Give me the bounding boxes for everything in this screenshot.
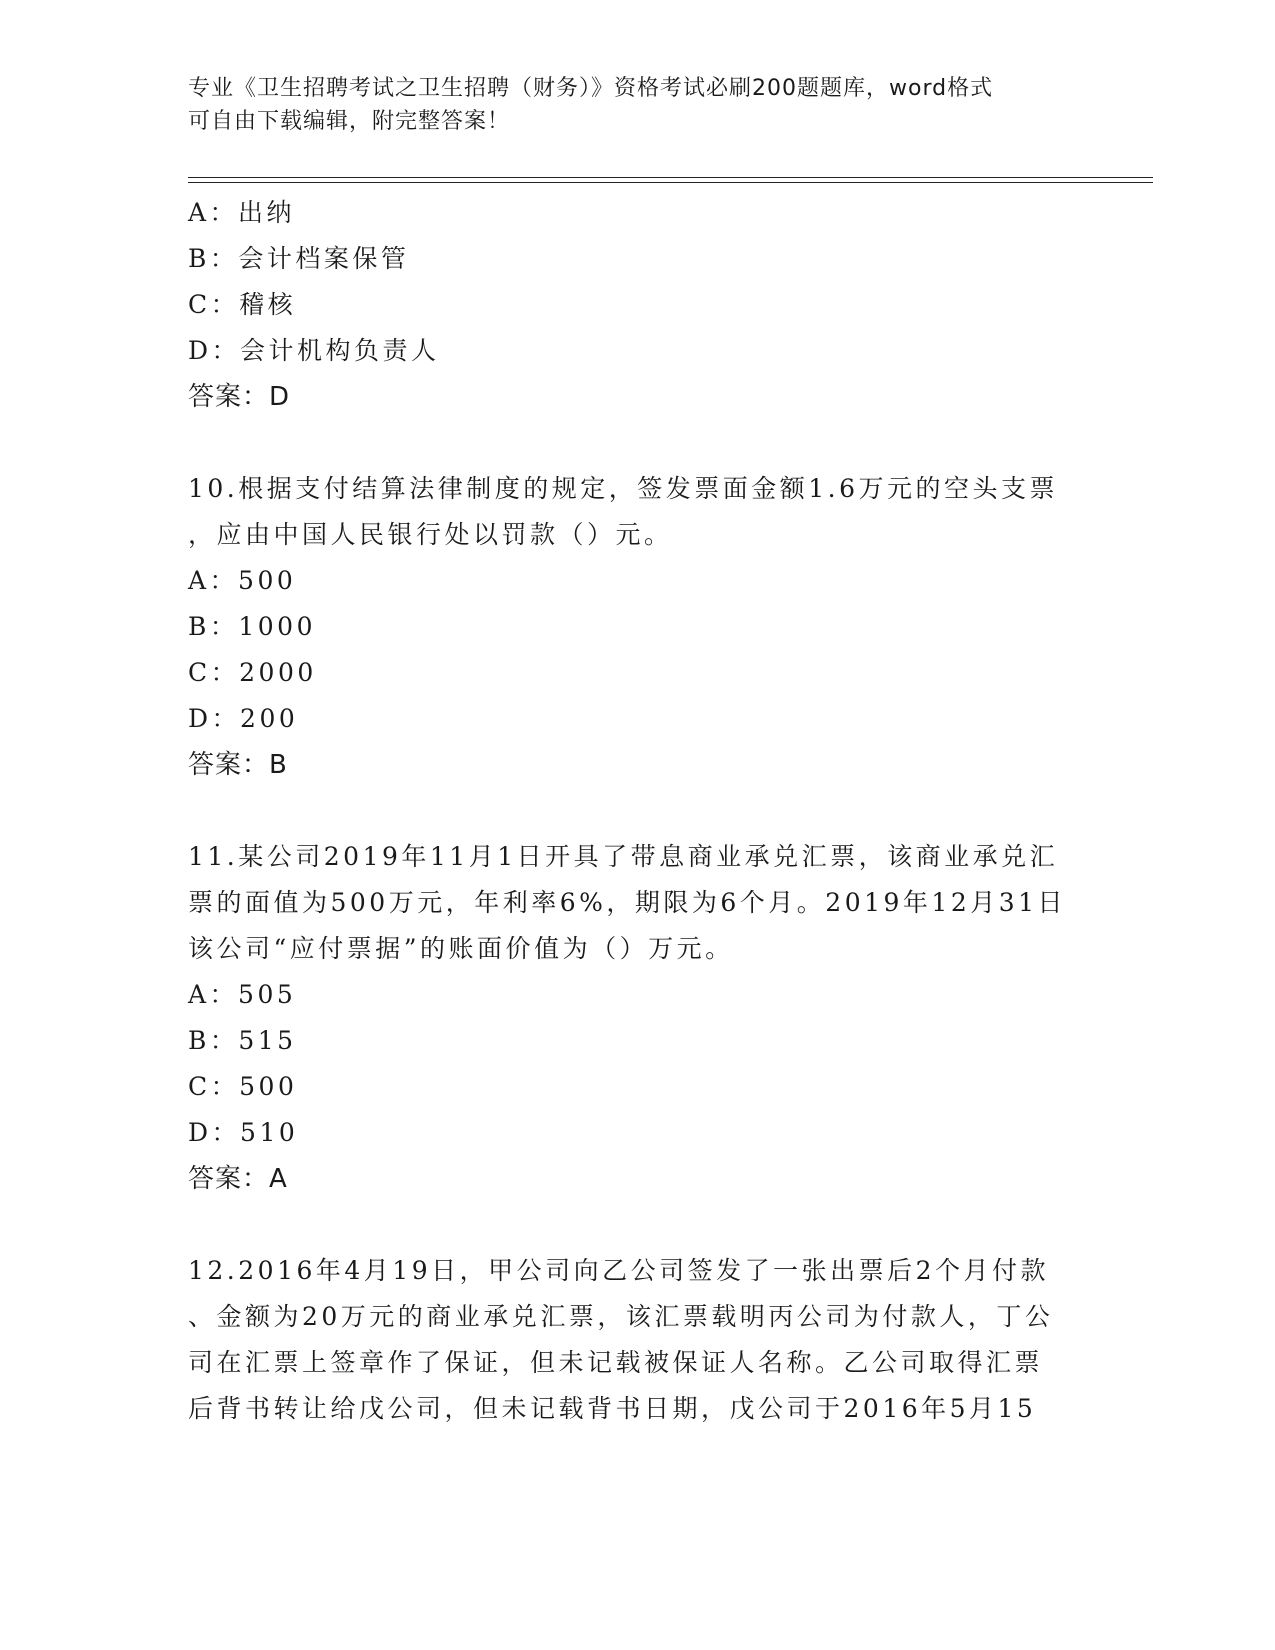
- answer-line: 答案：D: [188, 382, 291, 412]
- question-text-line: 司在汇票上签章作了保证，但未记载被保证人名称。乙公司取得汇票: [188, 1348, 1044, 1377]
- question-text-line: 、金额为20万元的商业承兑汇票，该汇票载明丙公司为付款人，丁公: [188, 1302, 1054, 1331]
- header-line-2: 可自由下载编辑，附完整答案！: [188, 109, 511, 134]
- spacer: [188, 420, 1088, 466]
- question-9-continued: [188, 190, 1088, 420]
- question-text-line: 11.某公司2019年11月1日开具了带息商业承兑汇票，该商业承兑汇: [188, 842, 1059, 871]
- question-text-line: 10.根据支付结算法律制度的规定，签发票面金额1.6万元的空头支票: [188, 474, 1059, 503]
- header-line-1: 专业《卫生招聘考试之卫生招聘（财务）》资格考试必刷200题题库，word格式: [188, 76, 994, 101]
- option-b: B：会计档案保管: [188, 244, 410, 273]
- answer-line: 答案：B: [188, 750, 288, 780]
- option-a: A：出纳: [188, 198, 296, 227]
- option-c: C：稽核: [188, 290, 297, 319]
- spacer: [188, 788, 1088, 834]
- option-b: B：1000: [188, 612, 316, 641]
- question-text-line: ，应由中国人民银行处以罚款（）元。: [188, 520, 673, 549]
- option-c: C：2000: [188, 658, 317, 687]
- option-d: D：510: [188, 1118, 299, 1147]
- question-text-line: 12.2016年4月19日，甲公司向乙公司签发了一张出票后2个月付款: [188, 1256, 1050, 1285]
- option-b: B：515: [188, 1026, 297, 1055]
- document-header: [188, 72, 1088, 138]
- option-a: A：500: [188, 566, 297, 595]
- question-12: [188, 1248, 1088, 1432]
- document-body: [188, 190, 1088, 1432]
- header-divider-top: [188, 177, 1153, 178]
- question-text-line: 后背书转让给戊公司，但未记载背书日期，戊公司于2016年5月15: [188, 1394, 1037, 1423]
- question-11: [188, 834, 1088, 1202]
- option-c: C：500: [188, 1072, 298, 1101]
- option-d: D：200: [188, 704, 299, 733]
- option-a: A：505: [188, 980, 297, 1009]
- question-10: [188, 466, 1088, 788]
- question-text-line: 该公司“应付票据”的账面价值为（）万元。: [188, 934, 734, 963]
- question-text-line: 票的面值为500万元，年利率6%，期限为6个月。2019年12月31日: [188, 888, 1067, 917]
- header-divider-bottom: [188, 182, 1153, 183]
- option-d: D：会计机构负责人: [188, 336, 440, 365]
- answer-line: 答案：A: [188, 1164, 288, 1194]
- spacer: [188, 1202, 1088, 1248]
